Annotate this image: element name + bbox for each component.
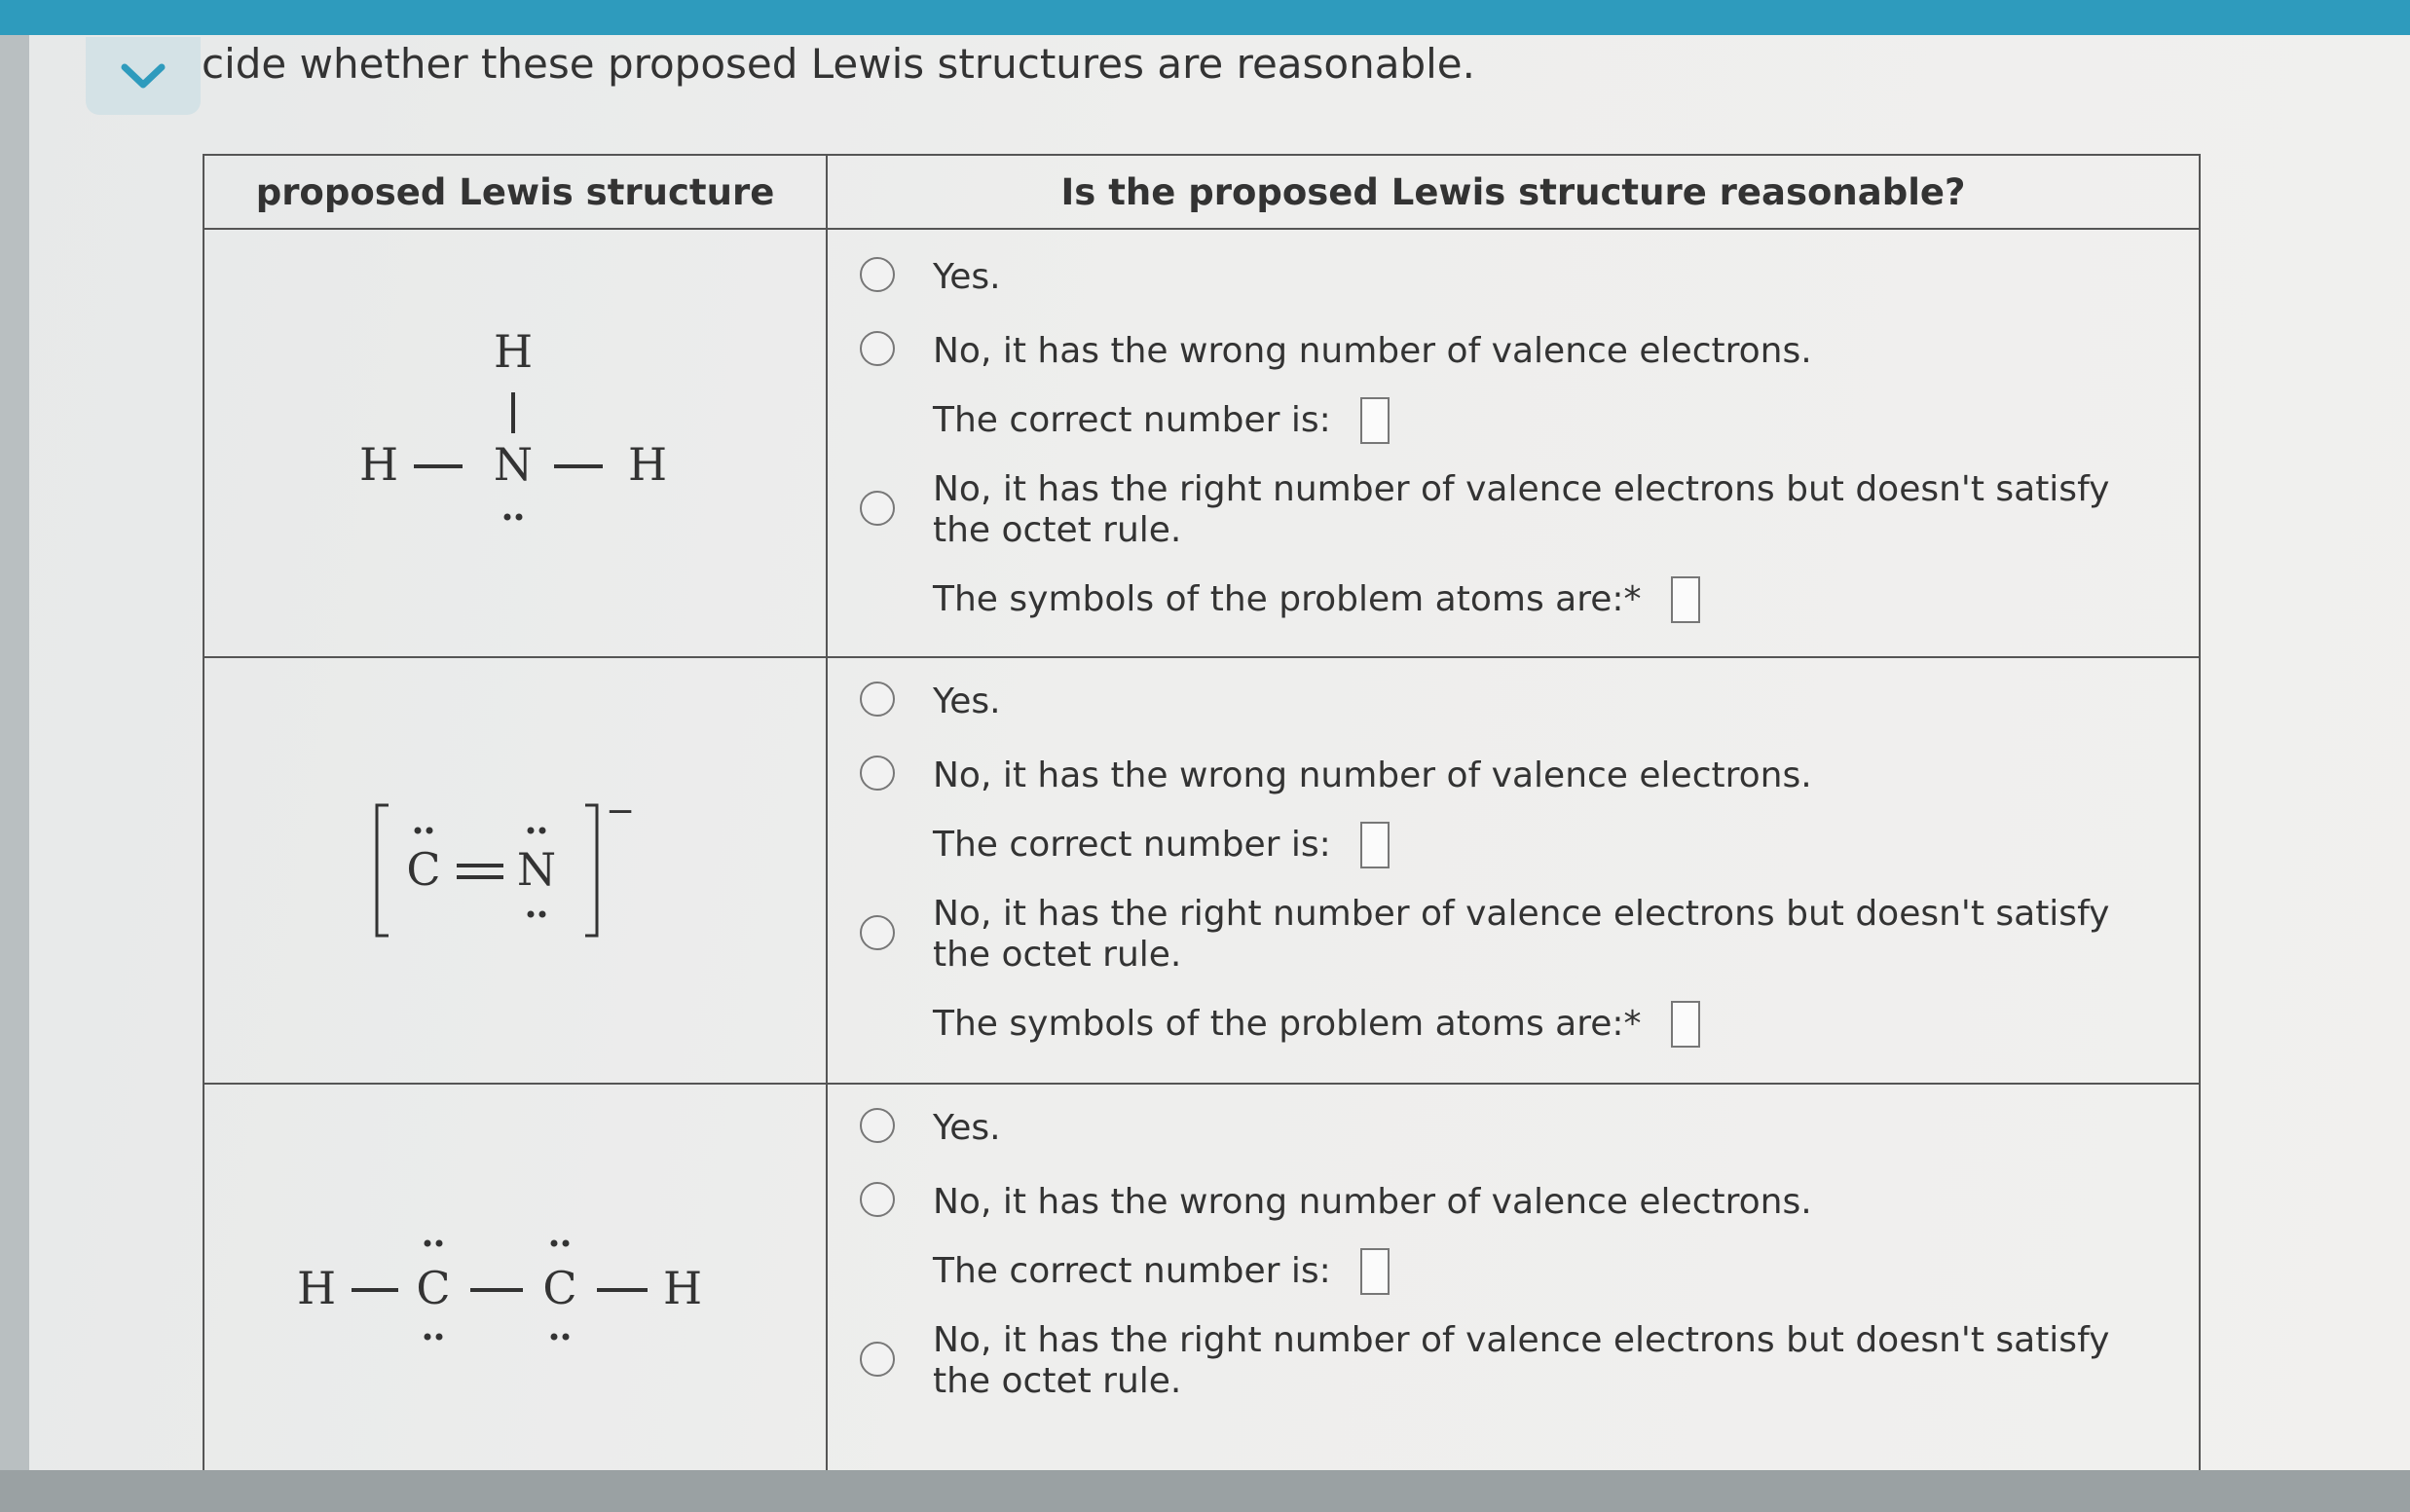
radio-button[interactable]	[860, 491, 895, 526]
header-structure: proposed Lewis structure	[204, 155, 827, 229]
radio-button[interactable]	[860, 915, 895, 950]
lewis-structure-1	[320, 297, 710, 589]
correct-number-input[interactable]	[1360, 397, 1390, 444]
bracket-right	[585, 805, 597, 936]
option-label: No, it has the right number of valence electrons but doesn't satisfy the octet rule.	[933, 469, 2110, 550]
charge: −	[605, 792, 636, 831]
lone-pair-dot	[504, 514, 511, 521]
answer-cell	[827, 229, 2200, 657]
radio-button[interactable]	[860, 1182, 895, 1217]
atom-h-top: H	[493, 325, 534, 378]
radio-button[interactable]	[860, 1108, 895, 1143]
atom-c1: C	[416, 1262, 451, 1314]
lone-pair-dot	[563, 1240, 570, 1247]
lone-pair-dot	[415, 828, 422, 834]
atom-h-right: H	[627, 438, 668, 491]
atom-c2: C	[542, 1262, 577, 1314]
lone-pair-dot	[551, 1240, 558, 1247]
radio-button[interactable]	[860, 1342, 895, 1377]
problem-atoms-label: The symbols of the problem atoms are:*	[933, 1004, 1642, 1044]
lone-pair-dot	[436, 1240, 443, 1247]
option-label: No, it has the wrong number of valence electrons.	[933, 1182, 1812, 1222]
lone-pair-dot	[563, 1334, 570, 1341]
lone-pair-dot	[425, 1240, 431, 1247]
table-row	[204, 229, 2200, 657]
option-label: Yes.	[933, 682, 1001, 721]
structure-cell	[204, 657, 827, 1084]
bottom-edge	[0, 1470, 2410, 1512]
lewis-structure-table	[203, 154, 2201, 1494]
radio-button[interactable]	[860, 682, 895, 717]
collapse-button[interactable]	[86, 37, 201, 115]
atom-h-right: H	[662, 1262, 703, 1314]
option-yes[interactable]	[828, 257, 2199, 298]
lone-pair-dot	[426, 828, 433, 834]
instruction-text: cide whether these proposed Lewis structures are reasonable.	[202, 40, 1475, 88]
option-octet[interactable]	[828, 1320, 2199, 1402]
problem-atoms-input[interactable]	[1671, 1001, 1700, 1048]
radio-button[interactable]	[860, 331, 895, 366]
option-yes[interactable]	[828, 682, 2199, 722]
lewis-structure-2	[359, 788, 671, 953]
radio-button[interactable]	[860, 257, 895, 292]
lone-pair-dot	[436, 1334, 443, 1341]
atom-c: C	[406, 843, 441, 896]
lone-pair-dot	[539, 828, 546, 834]
table-row	[204, 1084, 2200, 1493]
answer-cell	[827, 1084, 2200, 1493]
option-label: No, it has the wrong number of valence electrons.	[933, 756, 1812, 795]
left-edge	[0, 35, 29, 1512]
atom-n: N	[493, 438, 534, 491]
answer-cell	[827, 657, 2200, 1084]
lone-pair-dot	[425, 1334, 431, 1341]
structure-cell	[204, 1084, 827, 1493]
radio-button[interactable]	[860, 756, 895, 791]
correct-number-label: The correct number is:	[933, 400, 1331, 440]
option-wrong-count[interactable]	[828, 1182, 2199, 1223]
atom-h-left: H	[358, 438, 399, 491]
correct-number-label: The correct number is:	[933, 825, 1331, 865]
table-row	[204, 657, 2200, 1084]
option-octet[interactable]	[828, 469, 2199, 551]
option-label: No, it has the right number of valence electrons but doesn't satisfy the octet rule.	[933, 1320, 2110, 1401]
option-octet[interactable]	[828, 894, 2199, 976]
lone-pair-dot	[528, 911, 535, 918]
option-wrong-count[interactable]	[828, 756, 2199, 796]
lone-pair-dot	[539, 911, 546, 918]
option-label: Yes.	[933, 257, 1001, 297]
lone-pair-dot	[528, 828, 535, 834]
top-bar	[0, 0, 2410, 35]
correct-number-label: The correct number is:	[933, 1251, 1331, 1291]
problem-atoms-label: The symbols of the problem atoms are:*	[933, 579, 1642, 619]
option-yes[interactable]	[828, 1108, 2199, 1149]
problem-atoms-input[interactable]	[1671, 576, 1700, 623]
structure-cell	[204, 229, 827, 657]
option-label: No, it has the wrong number of valence electrons.	[933, 331, 1812, 371]
atom-h-left: H	[296, 1262, 337, 1314]
option-label: Yes.	[933, 1108, 1001, 1148]
option-wrong-count[interactable]	[828, 331, 2199, 372]
correct-number-input[interactable]	[1360, 1248, 1390, 1295]
atom-n: N	[516, 843, 557, 896]
option-label: No, it has the right number of valence electrons but doesn't satisfy the octet rule.	[933, 894, 2110, 975]
lewis-structure-3	[281, 1200, 749, 1376]
lone-pair-dot	[516, 514, 523, 521]
header-reasonable: Is the proposed Lewis structure reasonable?	[827, 155, 2200, 229]
correct-number-input[interactable]	[1360, 822, 1390, 868]
chevron-down-icon	[119, 61, 167, 91]
lone-pair-dot	[551, 1334, 558, 1341]
bracket-left	[377, 805, 389, 936]
